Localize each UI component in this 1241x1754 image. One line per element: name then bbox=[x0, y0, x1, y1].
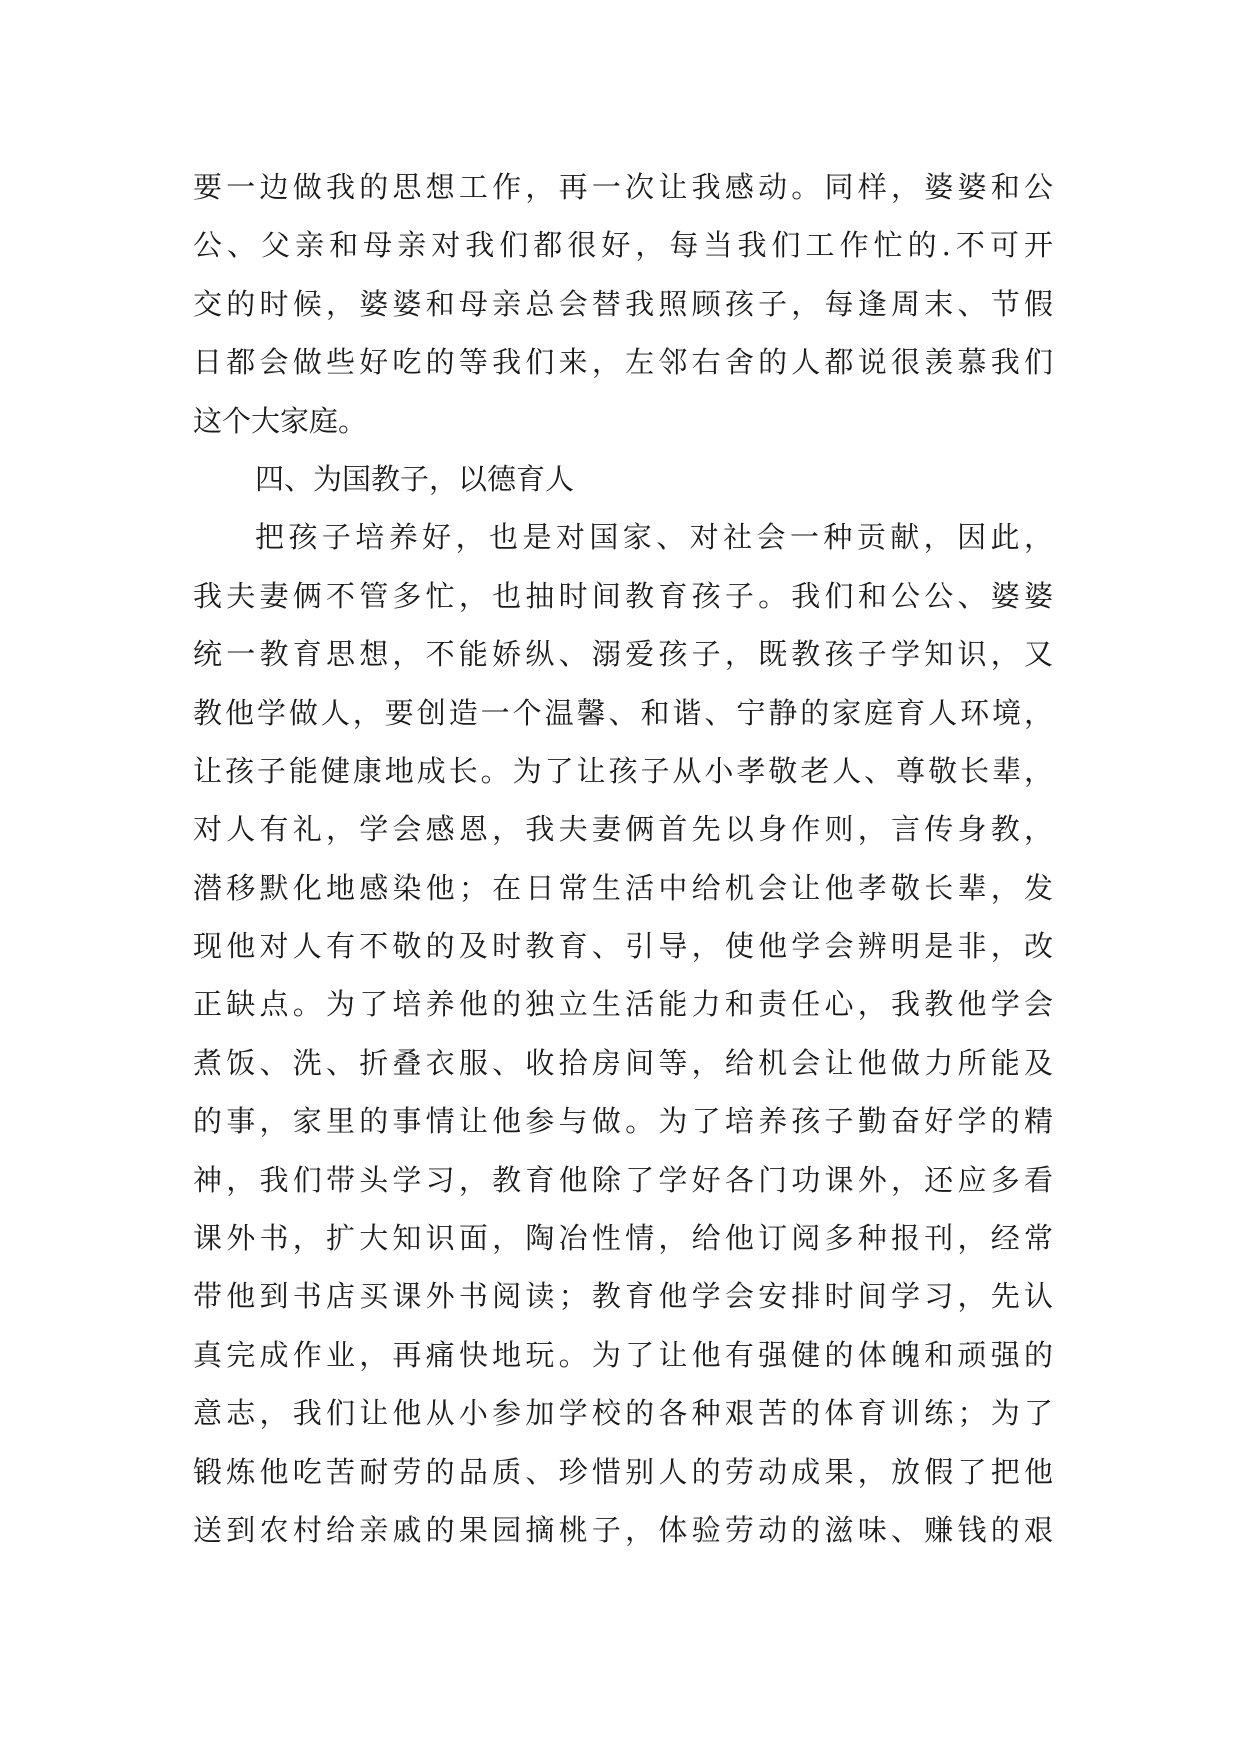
text-line: 我夫妻俩不管多忙，也抽时间教育孩子。我们和公公、婆婆 bbox=[193, 578, 1053, 613]
body-text bbox=[193, 158, 1053, 1559]
text-line: 锻炼他吃苦耐劳的品质、珍惜别人的劳动成果，放假了把他 bbox=[193, 1454, 1053, 1489]
text-line: 潜移默化地感染他；在日常生活中给机会让他孝敬长辈，发 bbox=[193, 870, 1053, 905]
text-line: 交的时候，婆婆和母亲总会替我照顾孩子，每逢周末、节假 bbox=[193, 286, 1053, 321]
text-line: 煮饭、洗、折叠衣服、收拾房间等，给机会让他做力所能及 bbox=[193, 1045, 1053, 1080]
text-line: 统一教育思想，不能娇纵、溺爱孩子，既教孩子学知识，又 bbox=[193, 637, 1053, 672]
text-line: 送到农村给亲戚的果园摘桃子，体验劳动的滋味、赚钱的艰 bbox=[193, 1512, 1053, 1547]
section-heading: 四、为国教子，以德育人 bbox=[255, 461, 575, 496]
text-line: 正缺点。为了培养他的独立生活能力和责任心，我教他学会 bbox=[193, 987, 1053, 1022]
text-line: 真完成作业，再痛快地玩。为了让他有强健的体魄和顽强的 bbox=[193, 1337, 1053, 1372]
text-line: 让孩子能健康地成长。为了让孩子从小孝敬老人、尊敬长辈， bbox=[193, 753, 1053, 788]
text-line: 课外书，扩大知识面，陶冶性情，给他订阅多种报刊，经常 bbox=[193, 1221, 1053, 1256]
text-line: 意志，我们让他从小参加学校的各种艰苦的体育训练；为了 bbox=[193, 1396, 1053, 1431]
text-line: 把孩子培养好，也是对国家、对社会一种贡献，因此， bbox=[255, 520, 1053, 555]
text-line: 这个大家庭。 bbox=[193, 403, 368, 438]
text-line: 日都会做些好吃的等我们来，左邻右舍的人都说很羡慕我们 bbox=[193, 345, 1053, 380]
text-line: 对人有礼，学会感恩，我夫妻俩首先以身作则，言传身教， bbox=[193, 812, 1053, 847]
text-line: 带他到书店买课外书阅读；教育他学会安排时间学习，先认 bbox=[193, 1279, 1053, 1314]
text-line: 公、父亲和母亲对我们都很好，每当我们工作忙的.不可开 bbox=[193, 228, 1053, 263]
text-line: 神，我们带头学习，教育他除了学好各门功课外，还应多看 bbox=[193, 1162, 1053, 1197]
text-line: 现他对人有不敬的及时教育、引导，使他学会辨明是非，改 bbox=[193, 929, 1053, 964]
text-line: 教他学做人，要创造一个温馨、和谐、宁静的家庭育人环境， bbox=[193, 695, 1053, 730]
text-line: 要一边做我的思想工作，再一次让我感动。同样，婆婆和公 bbox=[193, 170, 1053, 204]
text-line: 的事，家里的事情让他参与做。为了培养孩子勤奋好学的精 bbox=[193, 1104, 1053, 1139]
